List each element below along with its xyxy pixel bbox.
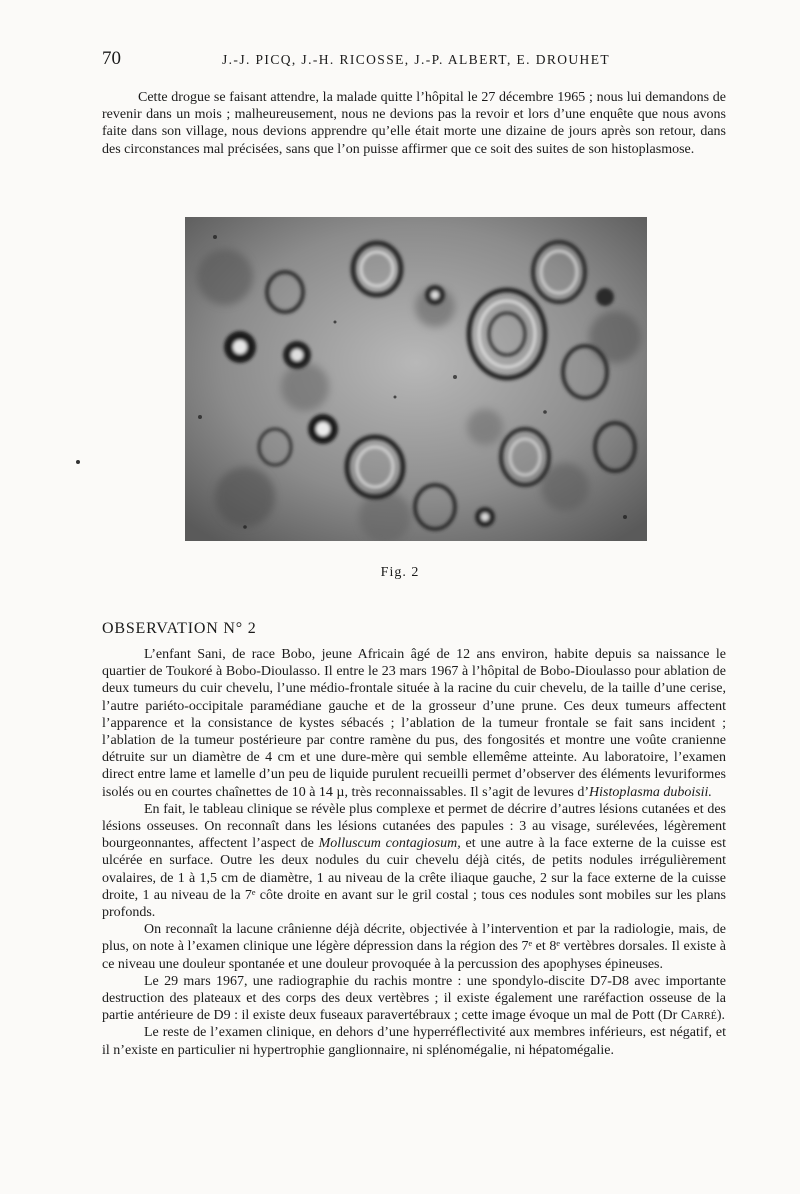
section-title: OBSERVATION N° 2: [102, 620, 257, 637]
observation-body: [102, 646, 726, 1059]
page-number: 70: [102, 48, 121, 69]
micrograph-figure: [185, 217, 647, 541]
species-name: Histoplasma duboisii.: [589, 784, 712, 800]
figure-caption: Fig. 2: [380, 565, 420, 580]
intro-paragraph: Cette drogue se faisant attendre, la malade quitte l’hôpital le 27 décembre 1965 ; nous lui demandons de revenir dans un mois ; malheureusement, nous ne devions pas la revoir et lors d’une enquête que nous avons faite dans son village, nous devions apprendre qu’elle était morte une dizaine de jours après son retour, dans des circonstances mal précisées, sans que l’on puisse affirmer que ce soit des suites de son histoplasmose.: [102, 90, 726, 157]
doctor-name: Carré: [680, 1008, 717, 1024]
scan-speck: [76, 460, 80, 464]
molluscum-term: Molluscum contagiosum,: [318, 836, 461, 852]
micrograph-image: [185, 217, 647, 541]
observation-paragraph-1: L’enfant Sani, de race Bobo, jeune Africain âgé de 12 ans environ, habite depuis sa naissance le quartier de Toukoré à Bobo-Dioulasso. Il entre le 23 mars 1967 à l’hôpital de Bobo-Dioulasso pour ablation de deux tumeurs du cuir chevelu, l’une médio-frontale située à la racine du cuir chevelu, de la taille d’une cerise, l’autre pariéto-occipitale paramédiane gauche et de la grosseur d’une prune. Ces deux tumeurs affectent l’apparence et la consistance de kystes sébacés ; l’ablation de la tumeur frontale se fait sans incident ; l’ablation de la tumeur postérieure par contre ramène du pus, des fongosités et montre une voûte cranienne détruite sur un diamètre de 4 cm et une dure-mère qui semble ellemême atteinte. Au laboratoire, l’examen direct entre lame et lamelle d’un peu de liquide purulent recueilli permet d’observer des éléments levuriformes isolés ou en courtes chaînettes de 10 à 14 µ, très reconnaissables. Il s’agit de levures d’Histoplasma duboisii.: [102, 647, 726, 800]
running-head-authors: J.-J. PICQ, J.-H. RICOSSE, J.-P. ALBERT, E. DROUHET: [222, 52, 610, 67]
observation-paragraph-3: On reconnaît la lacune crânienne déjà décrite, objectivée à l’intervention et par la radiologie, mais, de plus, on note à l’examen clinique une légère dépression dans la région des 7ᵉ et 8ᵉ vertèbres dorsales. Il existe à ce niveau une douleur spontanée et une douleur provoquée à la percussion des apophyses épineuses.: [102, 922, 726, 972]
page-header: [102, 48, 722, 72]
observation-paragraph-5: Le reste de l’examen clinique, en dehors d’une hyperréflectivité aux membres inférieurs, est négatif, et il n’existe en particulier ni hypertrophie ganglionnaire, ni splénomégalie, ni hépatomégalie.: [102, 1025, 726, 1058]
observation-paragraph-2: En fait, le tableau clinique se révèle plus complexe et permet de décrire d’autres lésions cutanées et des lésions osseuses. On reconnaît dans les lésions cutanées des papules : 3 au visage, surélevées, légèrement bourgeonnantes, affectent l’aspect de Molluscum contagiosum, et une autre à la face externe de la cuisse est ulcérée en surface. Outre les deux nodules du cuir chevelu déjà cités, de petits nodules irrégulièrement ovalaires, de 1 à 1,5 cm de diamètre, 1 au niveau de la crête iliaque gauche, 2 sur la face externe de la cuisse droite, 1 au niveau de la 7ᵉ côte droite en avant sur le gril costal ; tous ces nodules sont mobiles sur les plans profonds.: [102, 801, 726, 921]
observation-paragraph-4: Le 29 mars 1967, une radiographie du rachis montre : une spondylo-discite D7-D8 avec importante destruction des plateaux et des corps des deux vertèbres ; il existe également une raréfaction osseuse de la partie antérieure de D9 : il existe deux fuseaux paravertébraux ; cette image évoque un mal de Pott (Dr Carré).: [102, 973, 726, 1024]
